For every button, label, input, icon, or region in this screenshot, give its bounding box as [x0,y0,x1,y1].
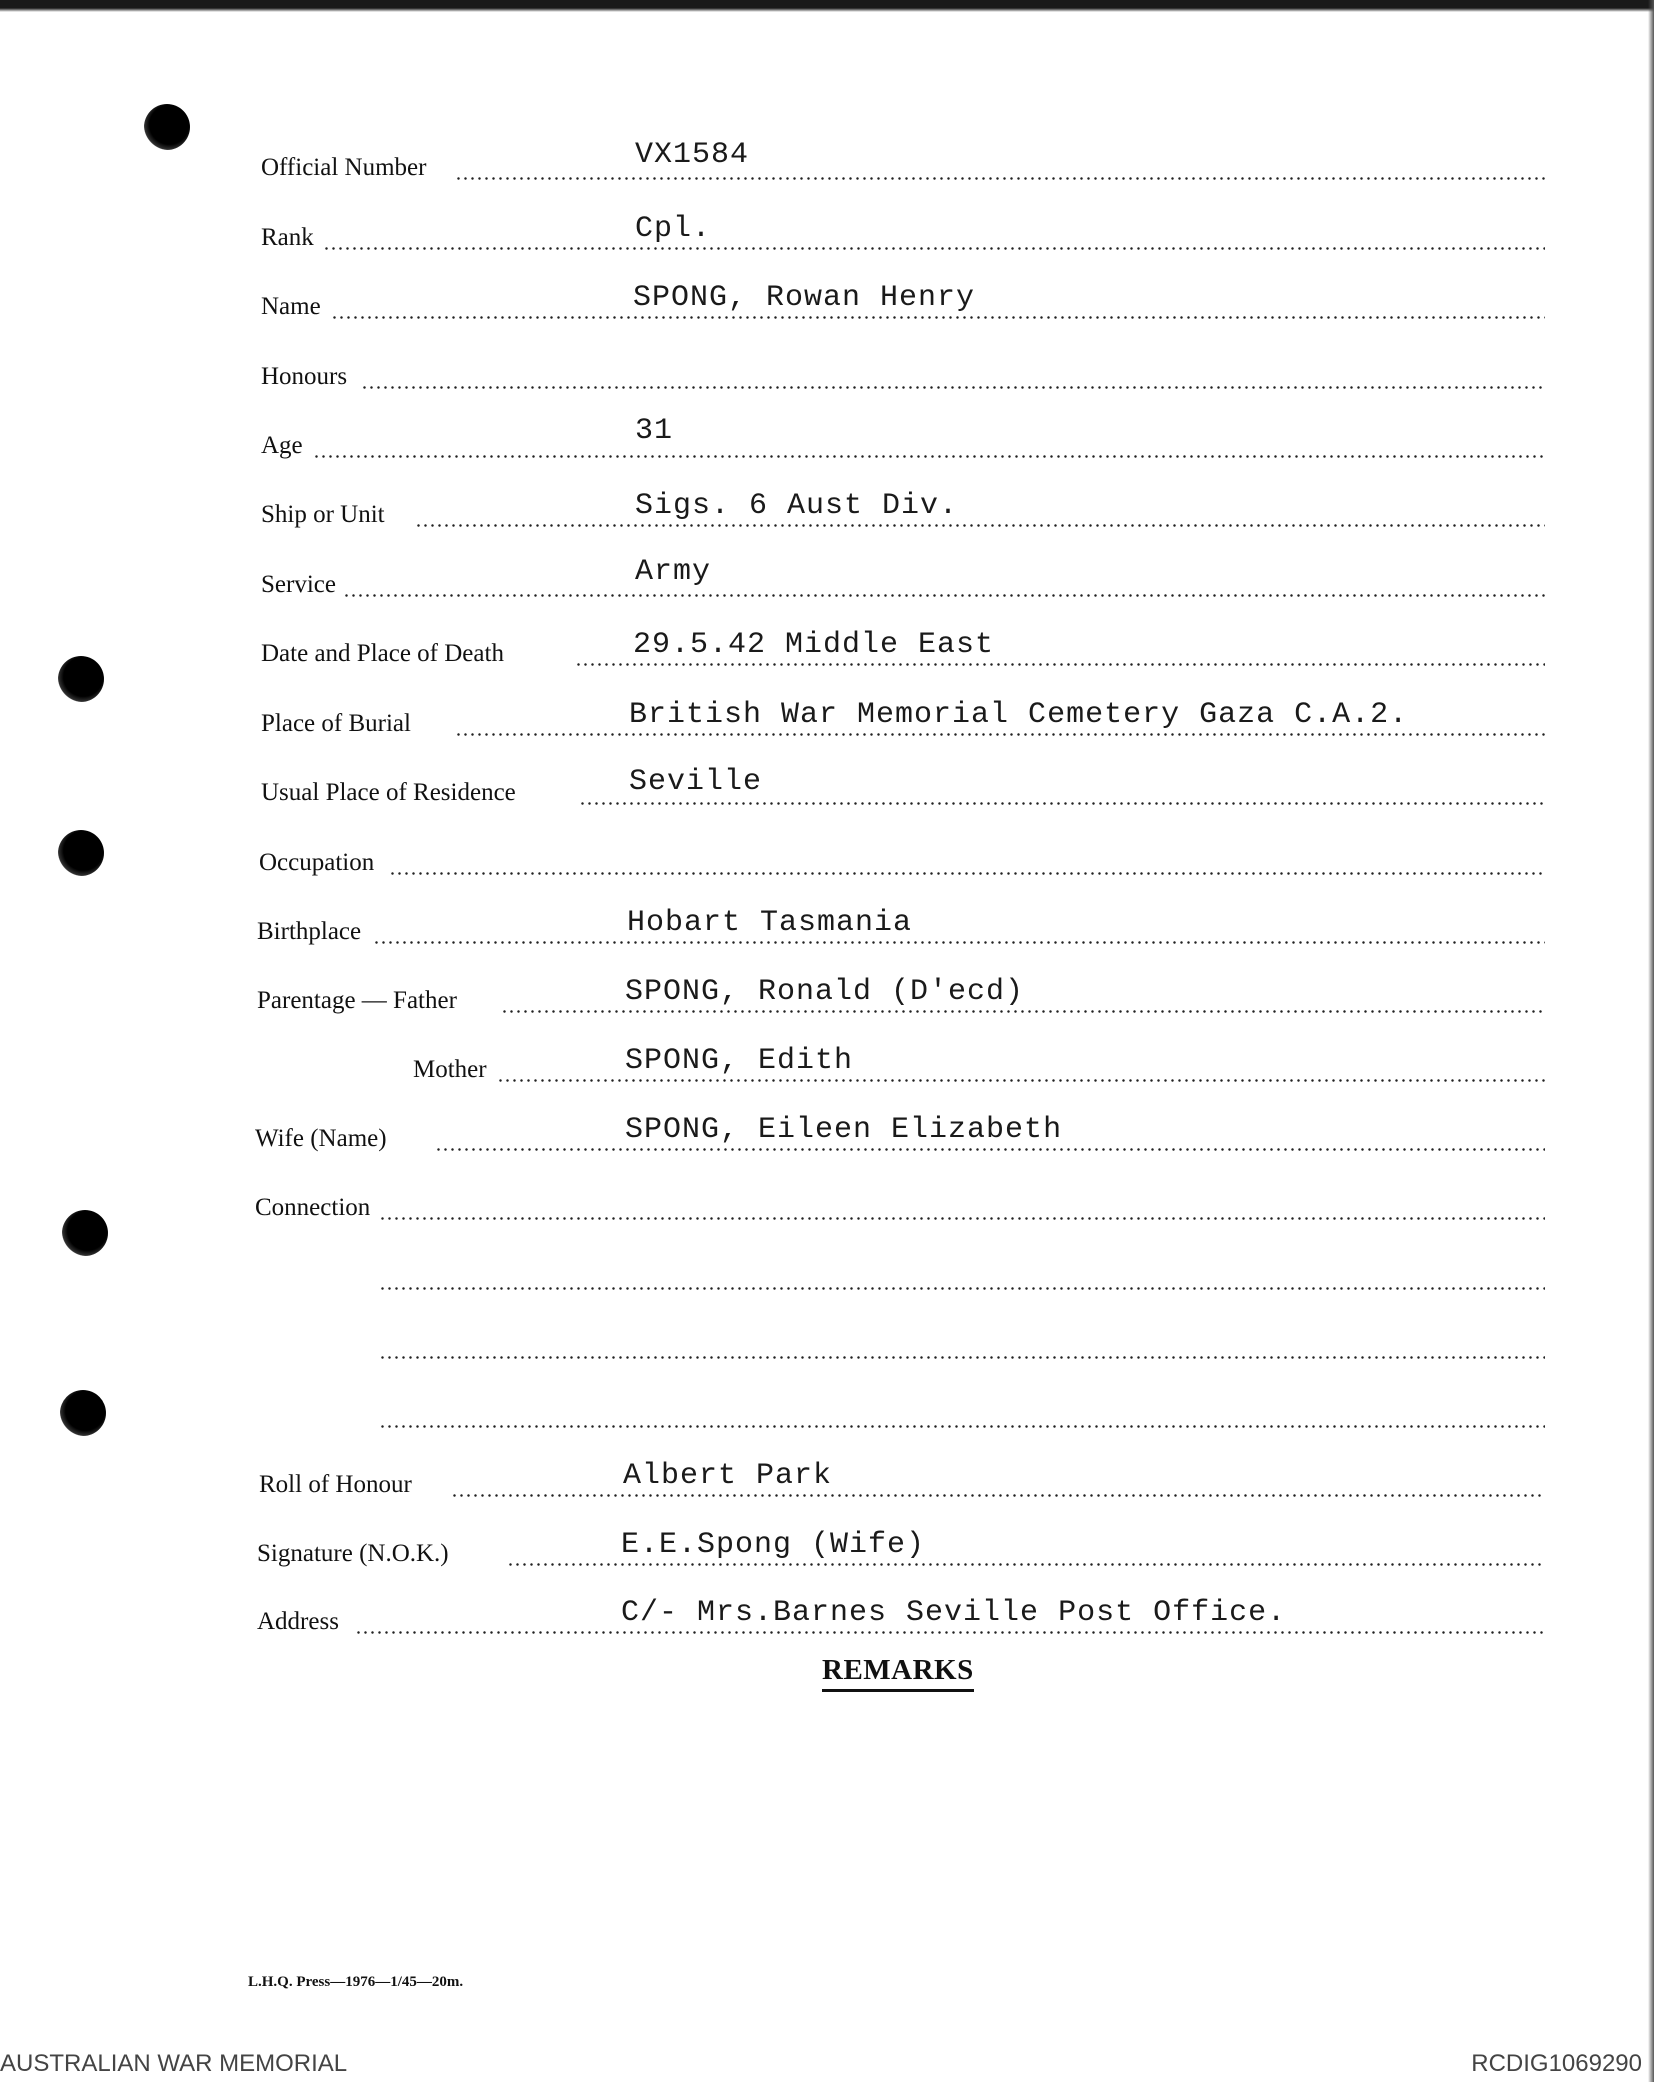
dotted-line [313,455,1545,458]
field-value: Cpl. [635,212,712,246]
dotted-line [379,1217,1545,1220]
printer-imprint: L.H.Q. Press—1976—1/45—20m. [248,1974,464,1990]
field-connection [255,1176,1545,1226]
field-usual-residence [255,761,1545,811]
field-age [255,414,1545,464]
field-label: Place of Burial [261,710,411,737]
dotted-line [379,1356,1545,1359]
field-value: SPONG, Eileen Elizabeth [625,1113,1063,1147]
dotted-line [579,802,1545,805]
remarks-heading: REMARKS [822,1654,974,1692]
punch-hole-icon [62,1210,108,1256]
dotted-line [455,733,1545,736]
field-label: Rank [261,224,314,251]
field-birthplace [255,900,1545,950]
field-value: SPONG, Rowan Henry [633,281,976,315]
dotted-line [373,941,1545,944]
field-label: Age [261,432,303,459]
field-ship-or-unit [255,483,1545,533]
field-service [255,553,1545,603]
dotted-line [361,386,1545,389]
field-label: Honours [261,363,348,390]
field-value: British War Memorial Cemetery Gaza C.A.2. [629,698,1409,732]
connection-continuation-line [255,1384,1545,1434]
field-official-number [255,136,1545,186]
field-label: Birthplace [257,918,362,945]
dotted-line [331,316,1545,319]
field-wife [255,1107,1545,1157]
connection-continuation-line [255,1315,1545,1365]
dotted-line [501,1010,1545,1013]
field-value: Army [635,555,712,589]
field-value: VX1584 [635,138,750,172]
dotted-line [415,524,1545,527]
connection-continuation-line [255,1246,1545,1296]
punch-hole-icon [60,1390,106,1436]
field-roll-of-honour [255,1453,1545,1503]
field-rank [255,206,1545,256]
dotted-line [389,872,1545,875]
field-date-place-death [255,622,1545,672]
field-value: C/- Mrs.Barnes Seville Post Office. [621,1596,1287,1630]
field-value: Seville [629,765,763,799]
field-label: Date and Place of Death [261,640,504,667]
dotted-line [497,1079,1545,1082]
scan-right-edge [1648,0,1654,2082]
field-value: SPONG, Ronald (D'ecd) [625,975,1025,1009]
field-label: Roll of Honour [259,1471,412,1498]
field-label: Connection [255,1194,371,1221]
dotted-line [507,1563,1545,1566]
dotted-line [451,1494,1545,1497]
dotted-line [343,594,1545,597]
field-value: SPONG, Edith [625,1044,854,1078]
field-value: 29.5.42 Middle East [633,628,995,662]
field-place-of-burial [255,692,1545,742]
field-occupation [255,831,1545,881]
punch-hole-icon [58,656,104,702]
field-signature [255,1522,1545,1572]
field-label: Ship or Unit [261,501,385,528]
field-honours [255,345,1545,395]
field-name [255,275,1545,325]
field-value: 31 [635,414,674,448]
field-value: Albert Park [623,1459,833,1493]
field-value: E.E.Spong (Wife) [621,1528,926,1562]
field-value: Hobart Tasmania [627,906,913,940]
field-label: Occupation [259,849,375,876]
field-label: Name [261,293,321,320]
scan-top-edge [0,0,1654,12]
field-address [255,1590,1545,1640]
field-label: Parentage — Father [257,987,457,1014]
dotted-line [575,663,1545,666]
dotted-line [379,1287,1545,1290]
field-value: Sigs. 6 Aust Div. [635,489,959,523]
field-label: Service [261,571,336,598]
dotted-line [435,1148,1545,1151]
dotted-line [379,1425,1545,1428]
field-mother [255,1038,1545,1088]
field-label: Official Number [261,154,427,181]
punch-hole-icon [58,830,104,876]
field-label: Usual Place of Residence [261,779,516,806]
footer-record-id: RCDIG1069290 [1471,2050,1642,2077]
footer-source: AUSTRALIAN WAR MEMORIAL [0,2050,348,2077]
field-label: Address [257,1608,339,1635]
dotted-line [455,177,1545,180]
field-father [255,969,1545,1019]
punch-hole-icon [144,104,190,150]
field-label: Mother [413,1056,487,1083]
dotted-line [323,247,1545,250]
field-label: Signature (N.O.K.) [257,1540,449,1567]
dotted-line [355,1631,1545,1634]
field-label: Wife (Name) [255,1125,387,1152]
